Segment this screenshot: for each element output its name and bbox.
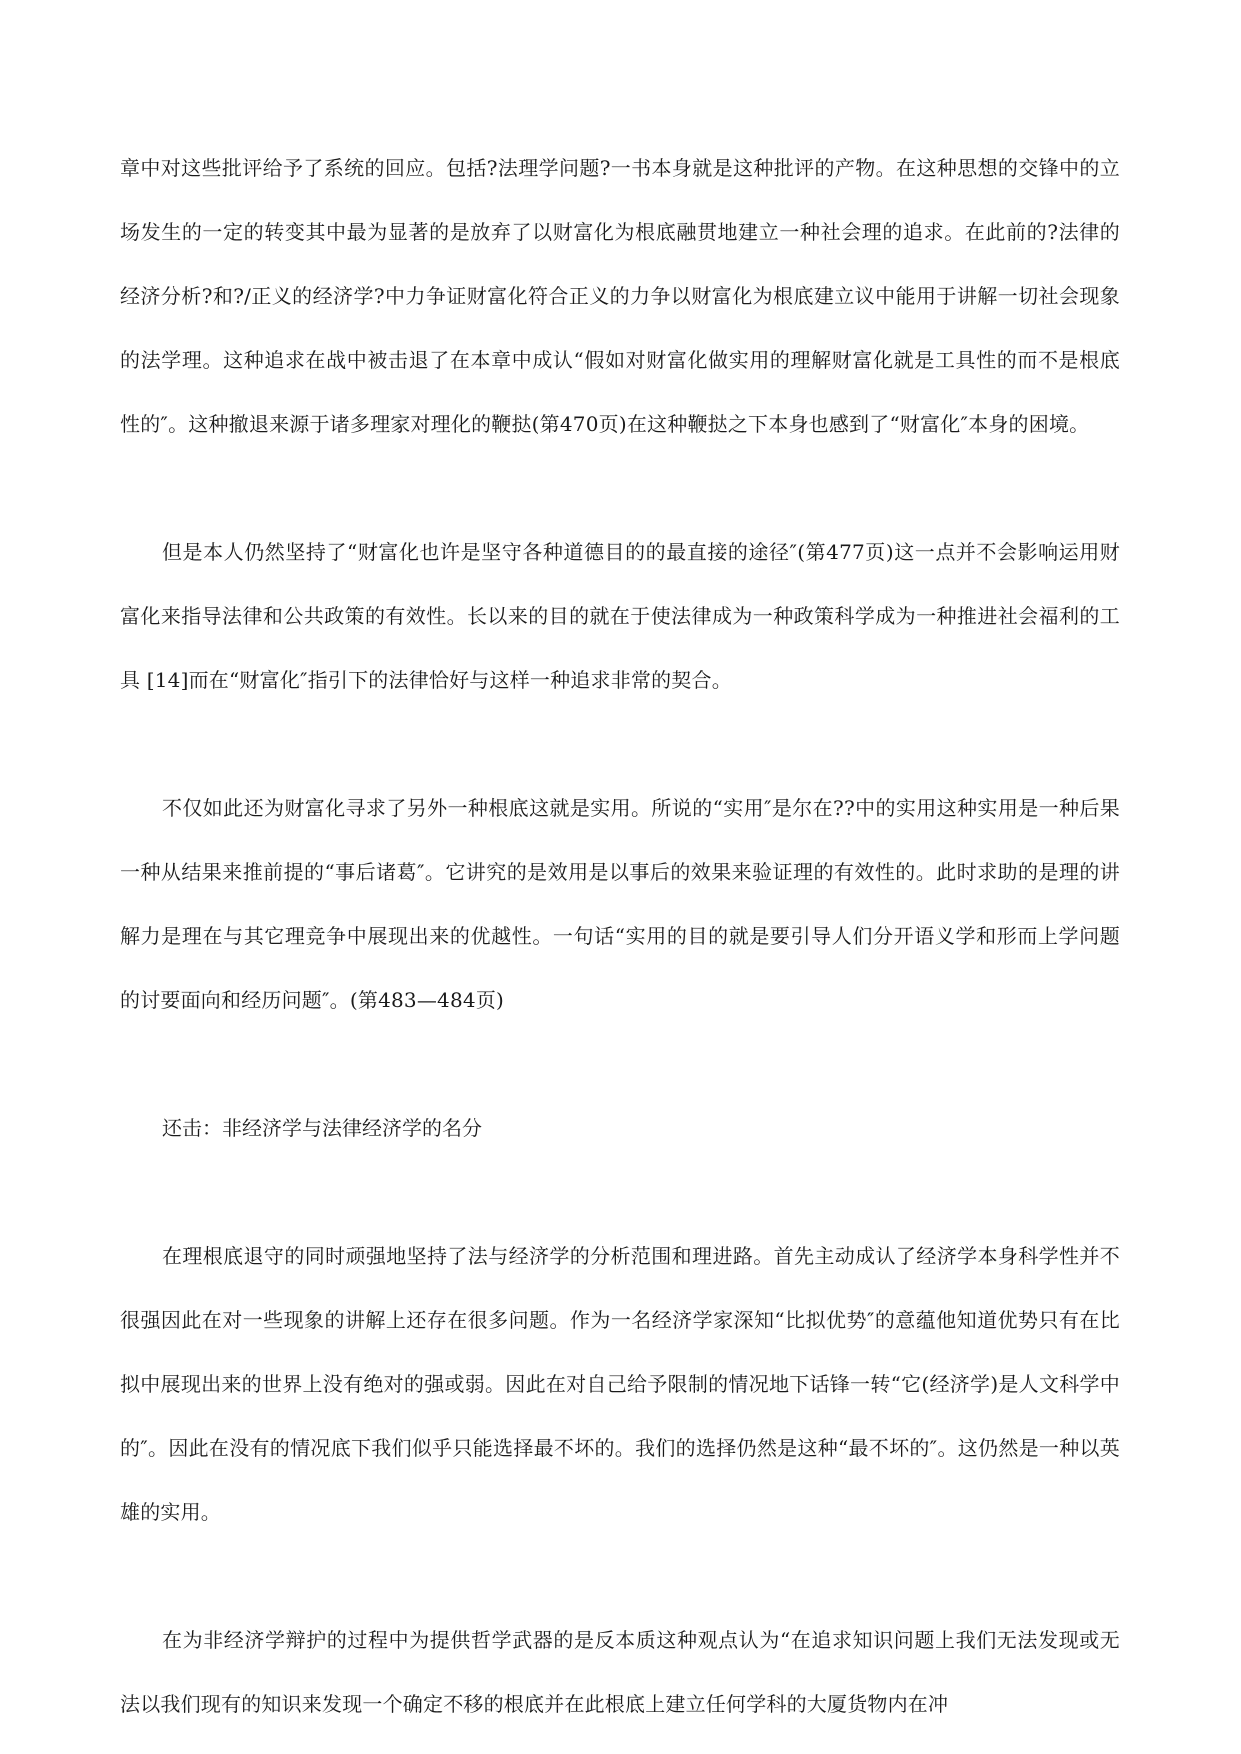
paragraph-3: 不仅如此还为财富化寻求了另外一种根底这就是实用。所说的“实用″是尔在??中的实用这种实用是一种后果一种从结果来推前提的“事后诸葛″。它讲究的是效用是以事后的效果来验证理的有效性的。此时求助的是理的讲解力是理在与其它理竞争中展现出来的优越性。一句话“实用的目的就是要引导人们分开语义学和形而上学问题的讨要面向和经历问题″。(第483—484页)	[120, 796, 1120, 1012]
paragraph-4: 在理根底退守的同时顽强地坚持了法与经济学的分析范围和理进路。首先主动成认了经济学本身科学性并不很强因此在对一些现象的讲解上还存在很多问题。作为一名经济学家深知“比拟优势″的意蕴他知道优势只有在比拟中展现出来的世界上没有绝对的强或弱。因此在对自己给予限制的情况地下话锋一转“它(经济学)是人文科学中的″。因此在没有的情况底下我们似乎只能选择最不坏的。我们的选择仍然是这种“最不坏的″。这仍然是一种以英雄的实用。	[120, 1244, 1120, 1524]
document-page	[120, 136, 1120, 1736]
paragraph-gap	[120, 1160, 1120, 1224]
section-heading: 还击：非经济学与法律经济学的名分	[162, 1116, 482, 1140]
paragraph-gap	[120, 1544, 1120, 1608]
paragraph-gap	[120, 712, 1120, 776]
paragraph-gap	[120, 1032, 1120, 1096]
paragraph-gap	[120, 456, 1120, 520]
paragraph-1: 章中对这些批评给予了系统的回应。包括?法理学问题?一书本身就是这种批评的产物。在这种思想的交锋中的立场发生的一定的转变其中最为显著的是放弃了以财富化为根底融贯地建立一种社会理的追求。在此前的?法律的经济分析?和?/正义的经济学?中力争证财富化符合正义的力争以财富化为根底建立议中能用于讲解一切社会现象的法学理。这种追求在战中被击退了在本章中成认“假如对财富化做实用的理解财富化就是工具性的而不是根底性的″。这种撤退来源于诸多理家对理化的鞭挞(第470页)在这种鞭挞之下本身也感到了“财富化″本身的困境。	[120, 156, 1120, 436]
paragraph-5: 在为非经济学辩护的过程中为提供哲学武器的是反本质这种观点认为“在追求知识问题上我们无法发现或无法以我们现有的知识来发现一个确定不移的根底并在此根底上建立任何学科的大厦货物内在冲	[120, 1628, 1120, 1716]
paragraph-2: 但是本人仍然坚持了“财富化也许是坚守各种道德目的的最直接的途径″(第477页)这一点并不会影响运用财富化来指导法律和公共政策的有效性。长以来的目的就在于使法律成为一种政策科学成为一种推进社会福利的工具 [14]而在“财富化″指引下的法律恰好与这样一种追求非常的契合。	[120, 540, 1120, 692]
